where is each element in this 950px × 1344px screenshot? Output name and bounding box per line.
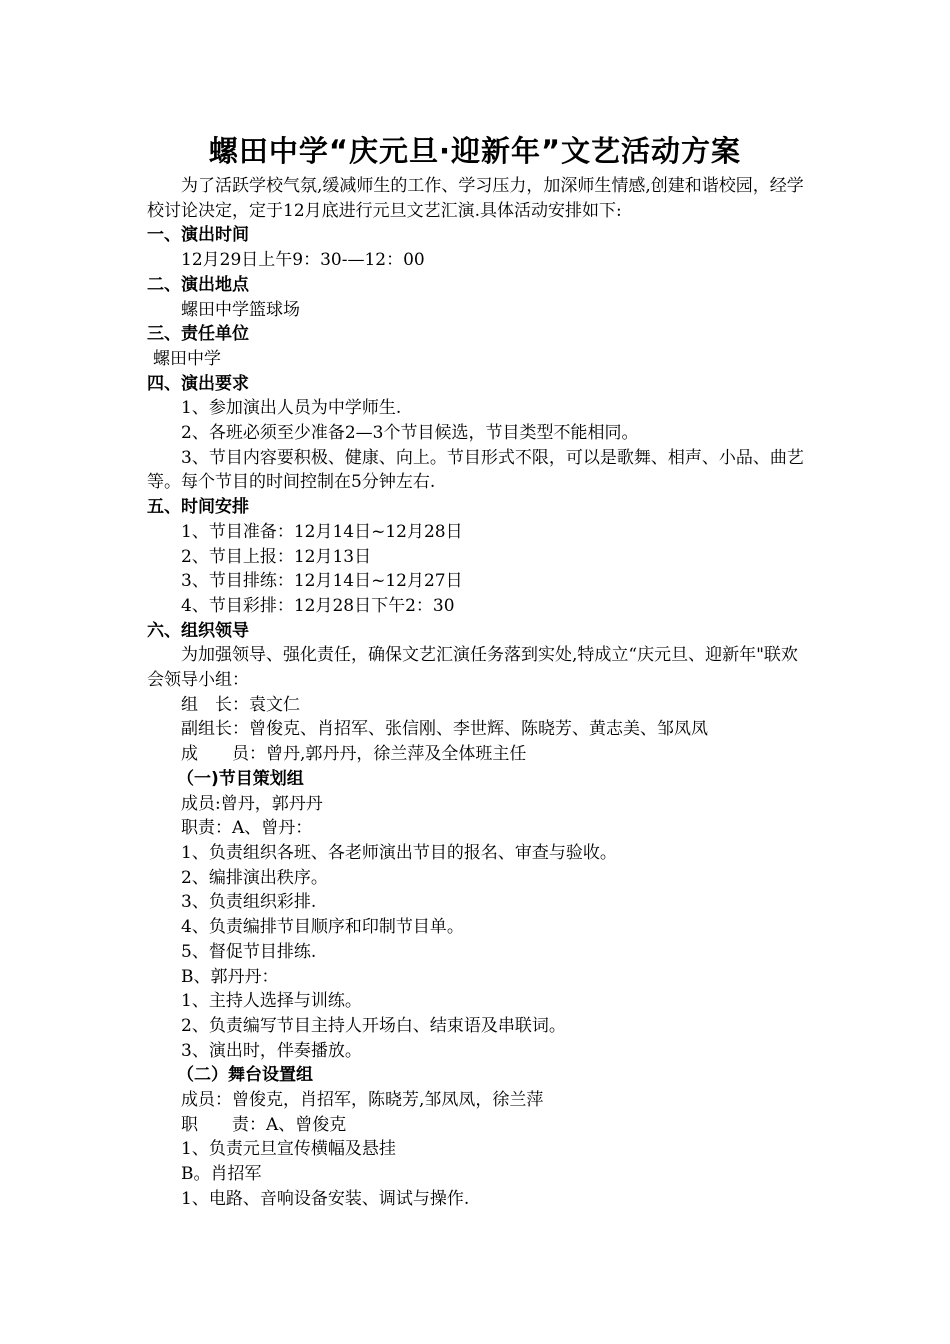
organization-intro: 为加强领导、强化责任，确保文艺汇演任务落到实处,特成立“庆元旦、迎新年"联欢会领导小组： xyxy=(147,645,798,691)
performance-time: 12月29日上午9：30-—12：00 xyxy=(181,250,425,271)
intro-paragraph: 为了活跃学校气氛,缓减师生的工作、学习压力，加深师生情感,创建和谐校园，经学校讨论决定，定于12月底进行元旦文艺汇演.具体活动安排如下: xyxy=(147,176,804,221)
section-heading-schedule: 五、时间安排 xyxy=(147,497,249,518)
performance-venue: 螺田中学篮球场 xyxy=(181,299,300,320)
requirement-item: 1、参加演出人员为中学师生. xyxy=(181,398,402,419)
duty-item: 1、负责组织各班、各老师演出节目的报名、审查与验收。 xyxy=(181,842,617,863)
planning-duty-a: 职责：A、曾丹： xyxy=(181,818,313,839)
schedule-item: 1、节目准备：12月14日~12月28日 xyxy=(181,521,463,542)
subgroup-heading-planning: （一)节目策划组 xyxy=(177,768,304,789)
schedule-item: 3、节目排练：12月14日~12月27日 xyxy=(181,571,463,592)
document-title: 螺田中学“庆元旦·迎新年”文艺活动方案 xyxy=(208,134,742,168)
schedule-item: 4、节目彩排：12月28日下午2：30 xyxy=(181,595,455,616)
duty-item: 2、编排演出秩序。 xyxy=(181,867,328,888)
duty-item: 2、负责编写节目主持人开场白、结束语及串联词。 xyxy=(181,1015,566,1036)
duty-item: 1、电路、音响设备安装、调试与操作. xyxy=(181,1188,470,1209)
section-heading-requirements: 四、演出要求 xyxy=(147,373,249,394)
requirement-item: 2、各班必须至少准备2—3个节目候选，节目类型不能相同。 xyxy=(181,423,639,444)
subgroup-heading-stage: （二）舞台设置组 xyxy=(177,1065,313,1086)
stage-duty-b: B。肖招军 xyxy=(181,1164,262,1185)
duty-item: 1、主持人选择与训练。 xyxy=(181,991,362,1012)
section-heading-unit: 三、责任单位 xyxy=(147,324,249,345)
responsible-unit: 螺田中学 xyxy=(153,348,221,369)
planning-members: 成员:曾丹，郭丹丹 xyxy=(181,793,323,814)
section-heading-venue: 二、演出地点 xyxy=(147,274,249,295)
duty-item: 3、负责组织彩排. xyxy=(181,892,317,913)
duty-item: 3、演出时，伴奏播放。 xyxy=(181,1040,362,1061)
duty-item: 5、督促节目排练. xyxy=(181,941,317,962)
schedule-item: 2、节目上报：12月13日 xyxy=(181,546,372,567)
duty-item: 1、负责元旦宣传横幅及悬挂 xyxy=(181,1139,396,1160)
requirement-item: 3、节目内容要积极、健康、向上。节目形式不限，可以是歌舞、相声、小品、曲艺等。每个节目的时间控制在5分钟左右. xyxy=(147,447,804,493)
group-members: 成 员：曾丹,郭丹丹，徐兰萍及全体班主任 xyxy=(181,744,527,765)
section-heading-organization: 六、组织领导 xyxy=(147,620,249,641)
document-body xyxy=(147,174,807,1212)
vice-leaders: 副组长：曾俊克、肖招军、张信刚、李世辉、陈晓芳、黄志美、邹凤凤 xyxy=(181,719,708,740)
section-heading-time: 一、演出时间 xyxy=(147,225,249,246)
stage-members: 成员：曾俊克，肖招军，陈晓芳,邹凤凤，徐兰萍 xyxy=(181,1090,544,1111)
duty-item: 4、负责编排节目顺序和印制节目单。 xyxy=(181,917,464,938)
planning-duty-b: B、郭丹丹： xyxy=(181,966,279,987)
group-leader: 组 长：袁文仁 xyxy=(181,694,300,715)
stage-duty-a: 职 责：A、曾俊克 xyxy=(181,1114,347,1135)
